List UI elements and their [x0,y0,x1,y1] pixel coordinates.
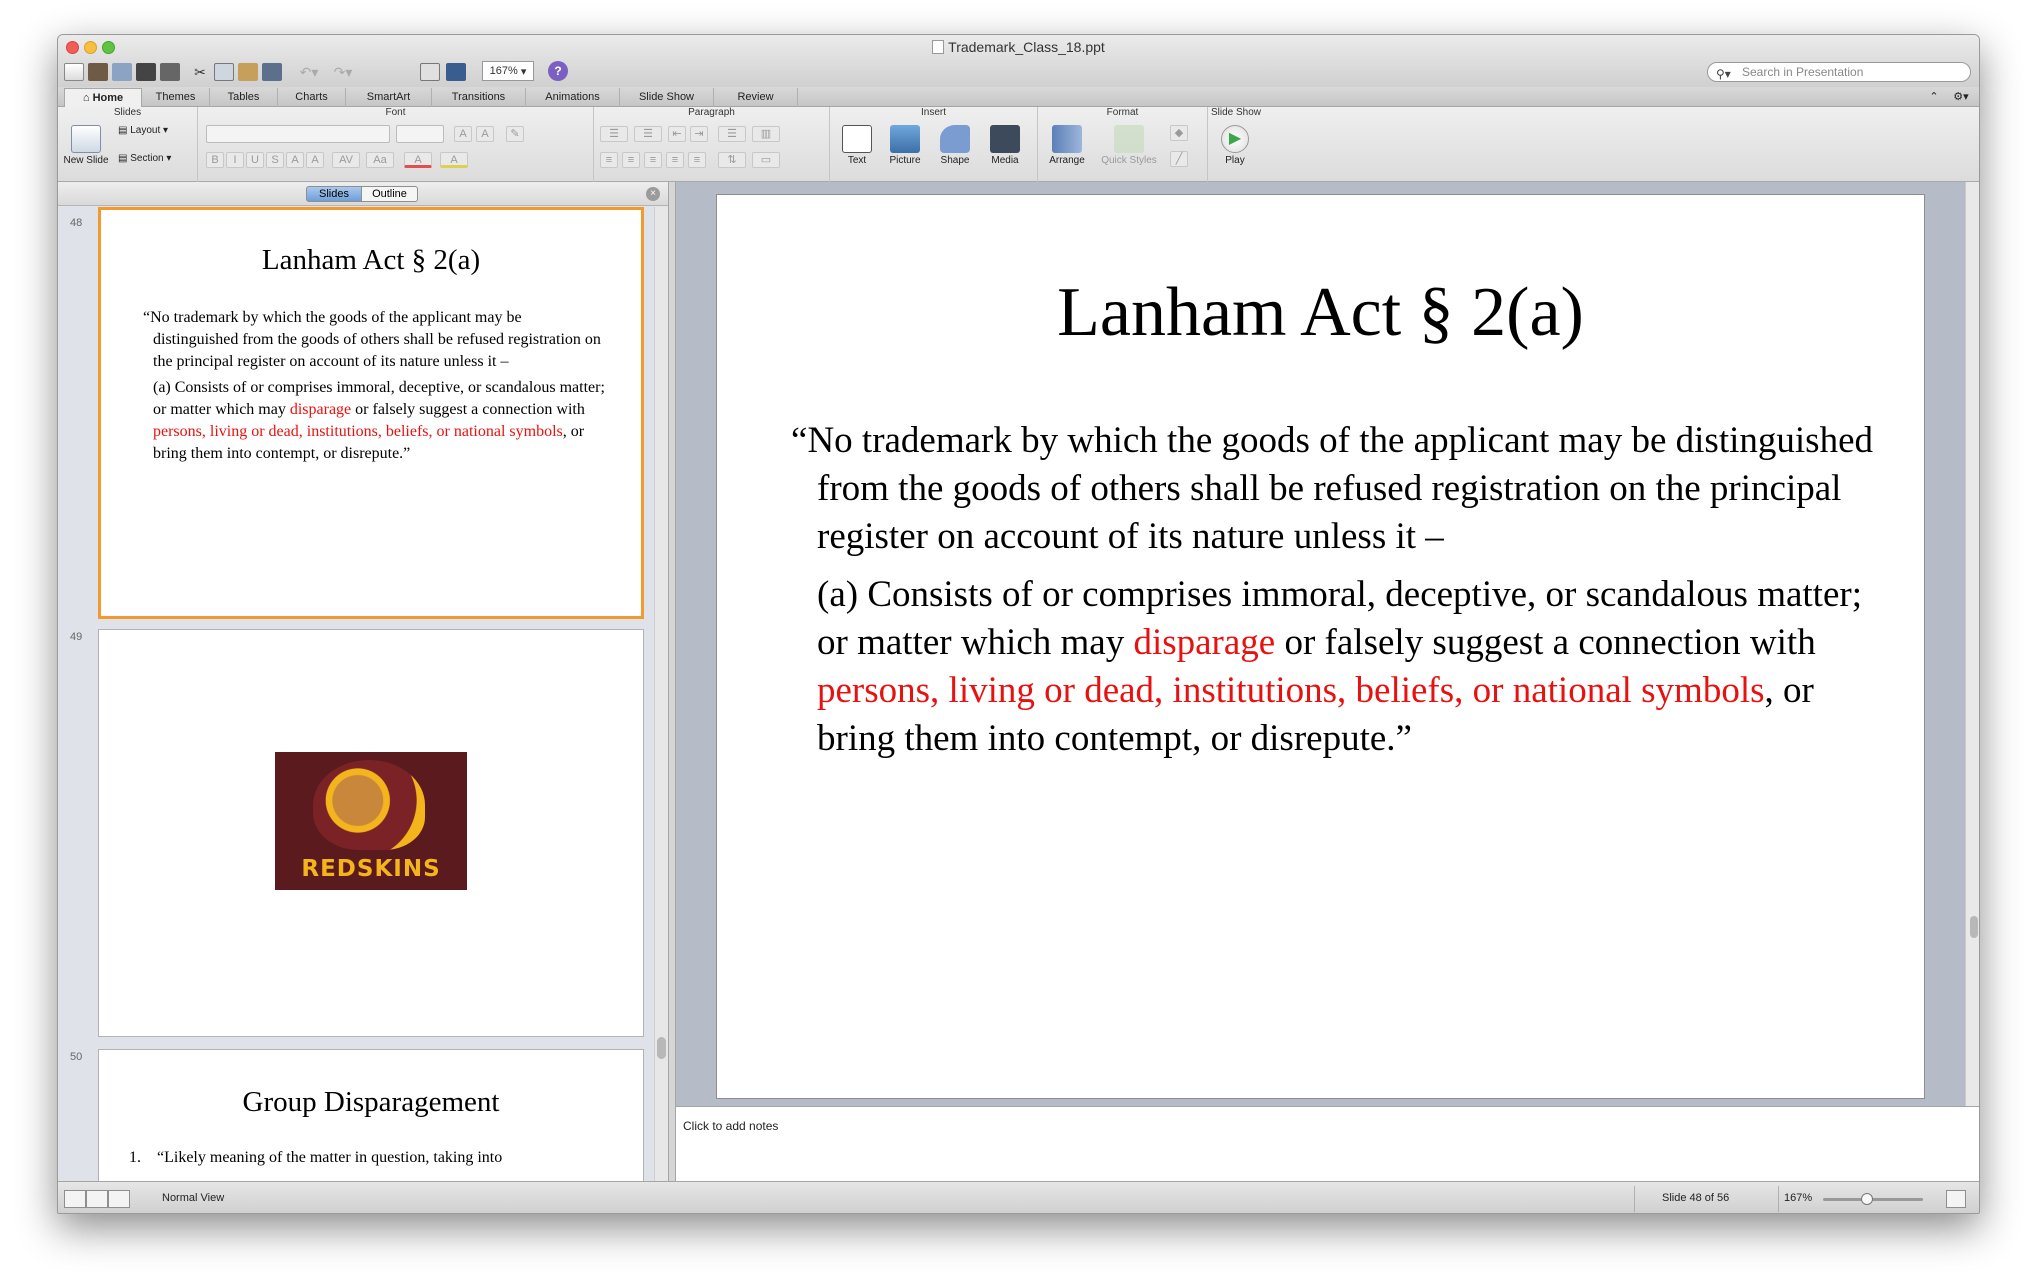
tab-review[interactable]: Review [714,88,798,107]
tab-animations[interactable]: Animations [526,88,620,107]
slide-thumbnail-50[interactable] [98,1049,644,1181]
help-icon[interactable]: ? [548,61,568,81]
tab-home[interactable]: ⌂ Home [64,88,142,107]
slide-editor [676,182,1980,1106]
thumbnail-scrollbar[interactable] [654,207,668,1181]
redo-icon[interactable]: ↷▾ [333,63,353,80]
slides-view-tab[interactable]: Slides [306,186,362,202]
strikethrough-icon[interactable]: S [266,152,284,168]
arrange-icon [1052,125,1082,153]
slide-body[interactable]: “No trademark by which the goods of the applicant may be distinguished from the goods of others shall be refused registration on the principal register on account of its nature unless it – (a) Consists of or comprises immoral, deceptive, or scandalous matter; or matter which may disparage or falsely suggest a connection with persons, living or dead, institutions, beliefs, or national symbols, or bring them into contempt, or disrepute.” [791,420,1873,759]
undo-icon[interactable]: ↶▾ [299,63,319,80]
gallery-icon[interactable] [420,61,440,83]
thumbnail-list[interactable] [58,207,654,1181]
slide-scrollbar[interactable] [1965,182,1980,1106]
underline-icon[interactable]: U [246,152,264,168]
insert-group: Insert Text Picture Shape Media [830,107,1038,182]
grow-font-icon[interactable]: A [454,126,472,142]
section-icon: ▤ [118,153,128,164]
font-size-field[interactable] [396,125,444,143]
slide-sorter-icon[interactable] [86,1190,108,1208]
tab-tables[interactable]: Tables [210,88,278,107]
play-icon: ▶ [1221,125,1249,153]
pane-splitter[interactable] [668,182,676,1181]
pane-tabs [58,182,668,206]
slide-title[interactable]: Lanham Act § 2(a) [1057,274,1584,351]
bold-icon[interactable]: B [206,152,224,168]
quick-styles-button[interactable]: Quick Styles [1096,125,1162,166]
divider [1634,1186,1635,1212]
font-group: Font A A ✎ B I U S A A AV Aa A A [198,107,594,182]
tab-slide-show[interactable]: Slide Show [620,88,714,107]
picture-icon [890,125,920,153]
shape-line-icon[interactable]: ╱ [1170,151,1188,167]
collapse-ribbon-icon[interactable]: ⌃ [1929,91,1939,103]
tab-charts[interactable]: Charts [278,88,346,107]
numbering-icon[interactable]: ☰ [634,126,662,142]
thumbnail-title: Lanham Act § 2(a) [261,244,481,276]
slide-show-icon[interactable] [446,61,466,83]
slide-number: 48 [70,217,83,229]
slide-show-view-icon[interactable] [108,1190,130,1208]
quick-styles-icon [1114,125,1144,153]
ribbon-settings-icon[interactable]: ⚙▾ [1953,91,1969,103]
columns-icon[interactable]: ▥ [752,126,780,142]
slide-thumbnail-49[interactable] [98,629,644,1037]
align-right-icon[interactable]: ≡ [644,152,662,168]
zoom-level: 167% [1784,1192,1813,1204]
open-icon[interactable] [112,61,132,83]
status-bar [58,1181,1979,1214]
bullets-icon[interactable]: ☰ [600,126,628,142]
justify-icon[interactable]: ≡ [666,152,684,168]
format-painter-icon[interactable] [262,61,282,83]
divider [1778,1186,1779,1212]
paragraph-group: Paragraph ☰ ☰ ⇤ ⇥ ☰ ▥ ≡ ≡ ≡ ≡ ≡ ⇅ ▭ [594,107,830,182]
line-spacing-icon[interactable]: ☰ [718,126,746,142]
align-center-icon[interactable]: ≡ [622,152,640,168]
slide-number: 49 [70,631,83,643]
thumbnail-title: Group Disparagement [242,1086,500,1118]
format-group: Format Arrange Quick Styles ◆ ╱ [1038,107,1208,182]
arrange-button[interactable]: Arrange [1044,125,1090,166]
slide-number: 50 [70,1051,83,1063]
tab-transitions[interactable]: Transitions [432,88,526,107]
save-icon[interactable] [136,61,156,83]
thumbnail-body: 1. “Likely meaning of the matter in question, taking into [129,1149,503,1166]
zoom-slider[interactable] [1823,1198,1923,1201]
templates-icon[interactable] [88,61,108,83]
section-button[interactable]: ▤ Section ▾ [118,153,172,164]
change-case-icon[interactable]: Aa [366,152,394,168]
align-text-icon[interactable]: ▭ [752,152,780,168]
insert-media-button[interactable]: Media [982,125,1028,166]
fit-to-window-icon[interactable] [1946,1190,1966,1208]
tab-smartart[interactable]: SmartArt [346,88,432,107]
decrease-indent-icon[interactable]: ⇤ [668,126,686,142]
normal-view-icon[interactable] [64,1190,86,1208]
increase-indent-icon[interactable]: ⇥ [690,126,708,142]
layout-button[interactable]: ▤ Layout ▾ [118,125,169,136]
notes-area[interactable]: Click to add notes [676,1106,1980,1181]
home-icon: ⌂ [82,92,90,104]
copy-icon[interactable] [214,61,234,83]
document-icon [932,40,944,54]
superscript-icon[interactable]: A [286,152,304,168]
insert-picture-button[interactable]: Picture [882,125,928,166]
new-presentation-icon[interactable] [64,61,84,83]
view-name: Normal View [162,1192,225,1204]
distributed-icon[interactable]: ≡ [688,152,706,168]
layout-icon: ▤ [118,125,128,136]
slideshow-group: Slide Show ▶ Play [1210,107,1262,166]
paste-icon[interactable] [238,61,258,83]
insert-text-button[interactable]: Text [834,125,880,166]
subscript-icon[interactable]: A [306,152,324,168]
new-slide-button[interactable]: New Slide [62,125,110,166]
search-icon: ⚲▾ [1716,67,1731,81]
highlight-icon[interactable]: A [440,152,468,168]
shape-icon [940,125,970,153]
slides-group: Slides New Slide ▤ Layout ▾ ▤ Section ▾ [58,107,198,182]
slide-counter: Slide 48 of 56 [1662,1192,1730,1204]
search-input[interactable]: ⚲▾ Search in Presentation [1707,62,1971,82]
character-spacing-icon[interactable]: AV [332,152,360,168]
font-name-field[interactable] [206,125,390,143]
insert-shape-button[interactable]: Shape [932,125,978,166]
media-icon [990,125,1020,153]
cut-icon[interactable]: ✂ [194,63,206,80]
thumbnail-body: “No trademark by which the goods of the applicant may be distinguished from the goods of others shall be refused registration on the principal register on account of its nature unless it – (a) Consists of or comprises immoral, deceptive, or scandalous matter; or matter which may disparage or falsely suggest a connection with persons, living or dead, institutions, beliefs, or national symbols, or bring them into contempt, or disrepute.” [143,309,605,462]
current-slide[interactable] [716,194,1925,1099]
redskins-logo: REDSKINS [275,752,467,890]
toolbar-zoom-field[interactable]: 167% ▾ [482,61,534,81]
new-slide-icon [71,125,101,153]
italic-icon[interactable]: I [226,152,244,168]
scroll-thumb[interactable] [1970,916,1978,938]
play-button[interactable]: ▶ Play [1212,125,1258,166]
slide-thumbnail-48[interactable] [98,207,644,619]
window-title: Trademark_Class_18.ppt [58,39,1979,55]
presentation-window [57,34,1980,1214]
shape-fill-icon[interactable]: ◆ [1170,125,1188,141]
outline-view-tab[interactable]: Outline [362,186,418,202]
slides-pane [58,182,668,1181]
text-box-icon [842,125,872,153]
align-left-icon[interactable]: ≡ [600,152,618,168]
ribbon-tabs [58,87,1979,107]
clear-formatting-icon[interactable]: ✎ [506,126,524,142]
zoom-slider-thumb[interactable] [1861,1193,1873,1205]
tab-themes[interactable]: Themes [142,88,210,107]
ribbon [58,107,1979,182]
font-color-icon[interactable]: A [404,152,432,168]
text-direction-icon[interactable]: ⇅ [718,152,746,168]
print-icon[interactable] [160,61,180,83]
close-pane-icon[interactable]: × [646,187,660,201]
shrink-font-icon[interactable]: A [476,126,494,142]
scroll-thumb[interactable] [657,1037,666,1059]
title-bar [58,35,1979,87]
